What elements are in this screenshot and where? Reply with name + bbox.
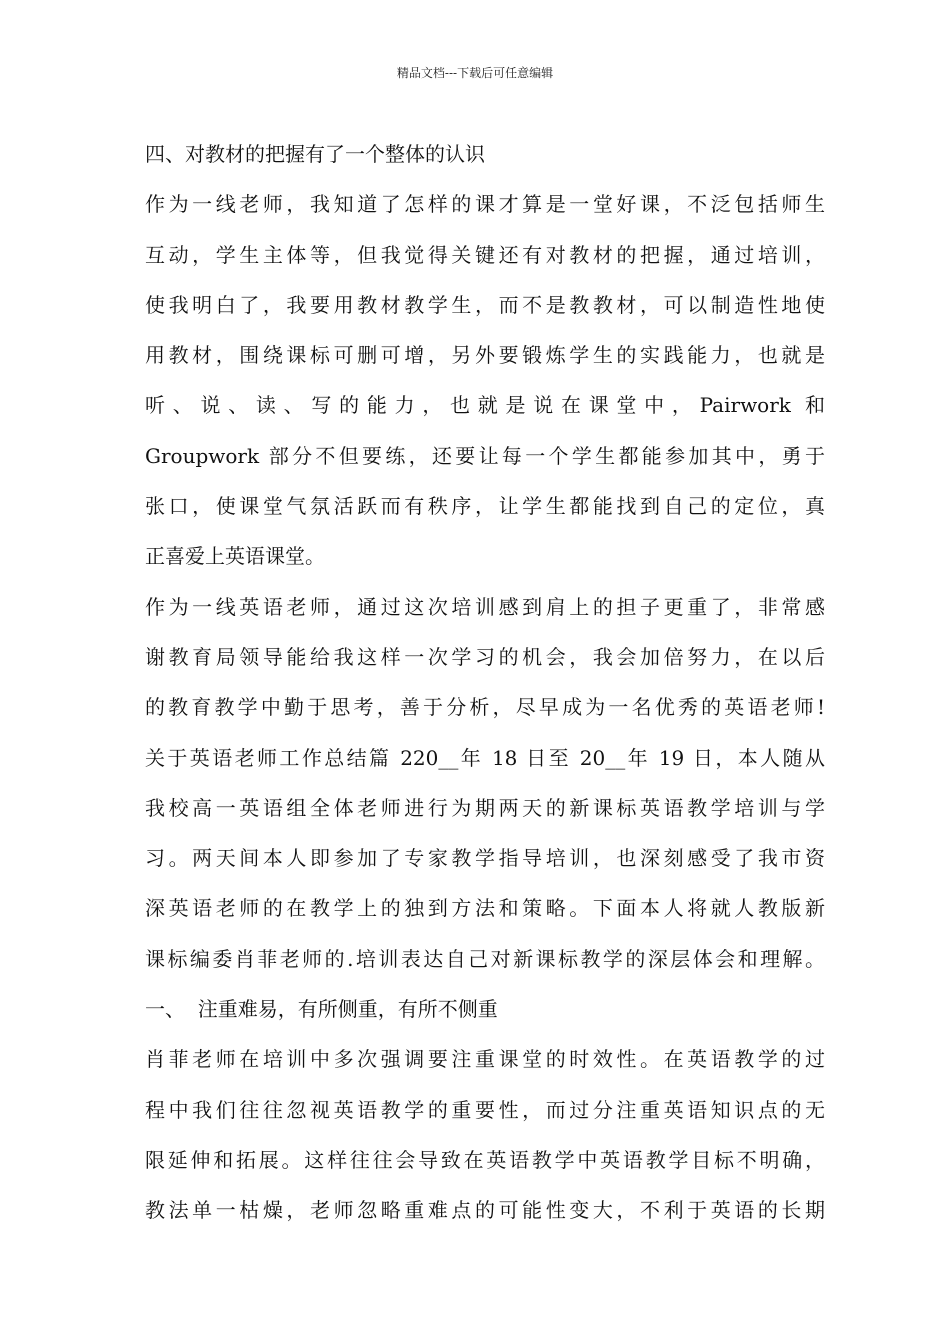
paragraph-line: 我校高一英语组全体老师进行为期两天的新课标英语教学培训与学 [145, 795, 825, 820]
paragraph-line: 使我明白了，我要用教材教学生，而不是教教材，可以制造性地使 [145, 292, 825, 317]
paragraph-line: 限延伸和拓展。这样往往会导致在英语教学中英语教学目标不明确， [145, 1147, 825, 1172]
paragraph-line: 谢教育局领导能给我这样一次学习的机会，我会加倍努力，在以后 [145, 644, 825, 669]
paragraph-line: 肖菲老师在培训中多次强调要注重课堂的时效性。在英语教学的过 [145, 1047, 825, 1072]
paragraph-line: 程中我们往往忽视英语教学的重要性，而过分注重英语知识点的无 [145, 1097, 825, 1122]
paragraph-line: 互动，学生主体等，但我觉得关键还有对教材的把握，通过培训， [145, 242, 825, 267]
paragraph-line: 用教材，围绕课标可删可增，另外要锻炼学生的实践能力，也就是 [145, 343, 825, 368]
paragraph-line: Groupwork 部分不但要练，还要让每一个学生都能参加其中，勇于 [145, 443, 825, 468]
paragraph-line: 作为一线英语老师，通过这次培训感到肩上的担子更重了，非常感 [145, 594, 825, 619]
paragraph-line: 的教育教学中勤于思考，善于分析，尽早成为一名优秀的英语老师! [145, 695, 825, 720]
paragraph-line: 张口，使课堂气氛活跃而有秩序，让学生都能找到自己的定位，真 [145, 494, 825, 519]
paragraph-line: 教法单一枯燥，老师忽略重难点的可能性变大，不利于英语的长期 [145, 1198, 825, 1223]
paragraph-line: 课标编委肖菲老师的.培训表达自己对新课标教学的深层体会和理解。 [145, 946, 825, 971]
section-heading: 四、对教材的把握有了一个整体的认识 [145, 142, 485, 166]
paragraph-line: 作为一线老师，我知道了怎样的课才算是一堂好课，不泛包括师生 [145, 192, 825, 217]
paragraph-line: 听、说、读、写的能力，也就是说在课堂中，Pairwork 和 [145, 393, 825, 418]
document-body [145, 129, 825, 1236]
paragraph-line: 正喜爱上英语课堂。 [145, 544, 325, 569]
page-header: 精品文档---下载后可任意编辑 [396, 66, 554, 80]
section-heading: 一、 注重难易，有所侧重，有所不侧重 [145, 997, 498, 1022]
paragraph-line: 关于英语老师工作总结篇 220__年 18 日至 20__年 19 日，本人随从 [145, 745, 825, 770]
paragraph-line: 习。两天间本人即参加了专家教学指导培训，也深刻感受了我市资 [145, 846, 825, 871]
paragraph-line: 深英语老师的在教学上的独到方法和策略。下面本人将就人教版新 [145, 896, 825, 921]
